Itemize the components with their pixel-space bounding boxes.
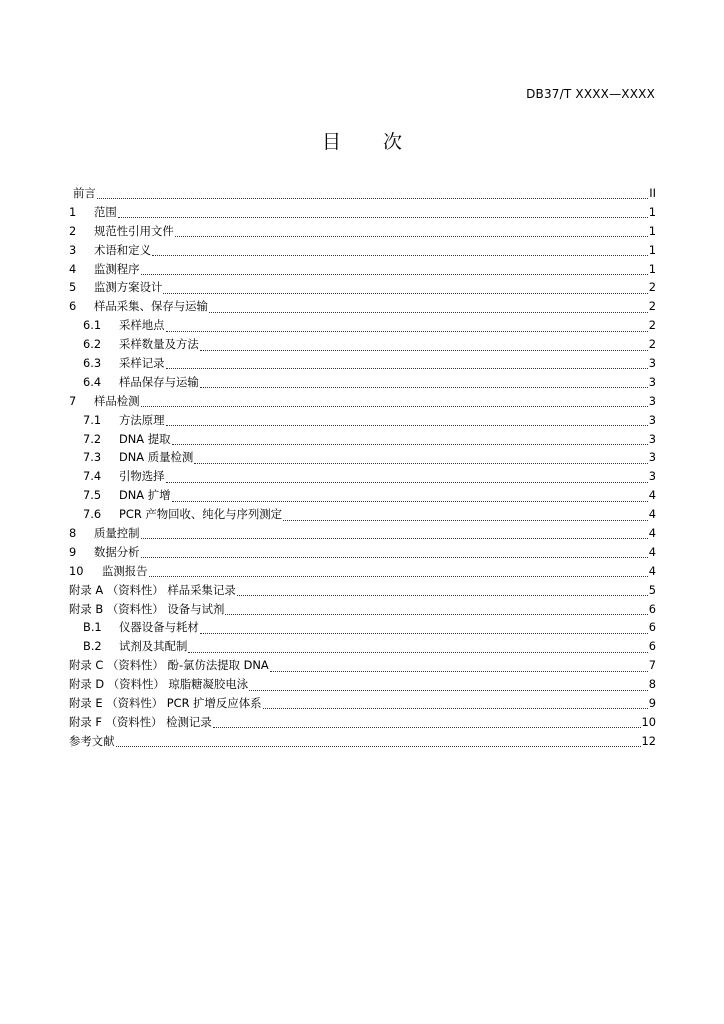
toc-entry-number: 6	[69, 299, 77, 314]
toc-entry-number: 6.4	[83, 374, 102, 389]
toc-entry-label: 监测方案设计	[94, 280, 163, 295]
dot-leader	[118, 206, 648, 218]
toc-entry[interactable]	[69, 600, 656, 619]
toc-entry[interactable]	[69, 392, 656, 411]
dot-leader	[166, 414, 648, 426]
toc-entry[interactable]	[69, 656, 656, 675]
dot-leader	[188, 641, 647, 653]
toc-entry-number: 7.2	[83, 431, 102, 446]
dot-leader	[141, 546, 648, 558]
toc-entry-label: 数据分析	[94, 544, 140, 559]
toc-entry-label: 采样记录	[119, 356, 165, 371]
toc-entry-page: 4	[648, 544, 656, 559]
toc-entry-page: 9	[648, 696, 656, 711]
toc-entry[interactable]	[69, 618, 656, 637]
toc-entry[interactable]	[69, 524, 656, 543]
toc-entry-page: 5	[648, 582, 656, 597]
dot-leader	[270, 660, 648, 672]
dot-leader	[225, 603, 647, 615]
toc-entry-label: 样品保存与运输	[119, 374, 199, 389]
toc-entry-label: 监测报告	[102, 563, 148, 578]
toc-entry-page: 4	[648, 526, 656, 541]
toc-entry[interactable]	[69, 203, 656, 222]
table-of-contents	[69, 184, 656, 751]
toc-entry[interactable]	[69, 430, 656, 449]
toc-entry-number: 10	[69, 563, 84, 578]
toc-entry-number: 6.1	[83, 318, 102, 333]
toc-entry-page: 12	[641, 733, 656, 748]
toc-entry-page: 10	[641, 714, 656, 729]
toc-entry-page: 3	[648, 469, 656, 484]
toc-entry[interactable]	[69, 335, 656, 354]
toc-entry-page: II	[649, 186, 656, 200]
toc-entry-number: 1	[69, 204, 77, 219]
toc-entry-label: 范围	[94, 204, 117, 219]
dot-leader	[194, 452, 647, 464]
toc-entry-page: 3	[648, 393, 656, 408]
dot-leader	[141, 395, 648, 407]
toc-entry-label: 样品采集、保存与运输	[94, 299, 208, 314]
dot-leader	[166, 471, 648, 483]
toc-entry-label: 方法原理	[119, 412, 165, 427]
toc-entry[interactable]	[69, 562, 656, 581]
toc-entry-label: 采样数量及方法	[119, 337, 199, 352]
toc-entry-page: 1	[648, 261, 656, 276]
toc-entry-label: 样品检测	[94, 393, 140, 408]
dot-leader	[209, 301, 648, 313]
dot-leader	[249, 679, 648, 691]
dot-leader	[141, 263, 648, 275]
toc-entry-page: 3	[648, 374, 656, 389]
toc-entry-label: 前言	[73, 186, 96, 200]
toc-entry[interactable]	[69, 581, 656, 600]
toc-entry-page: 6	[648, 620, 656, 635]
dot-leader	[163, 282, 647, 294]
toc-entry[interactable]	[69, 732, 656, 751]
dot-leader	[166, 357, 648, 369]
dot-leader	[116, 735, 641, 747]
toc-entry-label: 参考文献	[69, 733, 115, 748]
toc-entry-page: 4	[648, 488, 656, 503]
toc-entry-page: 1	[648, 242, 656, 257]
toc-entry-page: 6	[648, 639, 656, 654]
toc-entry-page: 2	[648, 280, 656, 295]
toc-entry-label: DNA 提取	[119, 431, 171, 446]
toc-entry-page: 1	[648, 223, 656, 238]
toc-entry-number: B.2	[83, 639, 102, 654]
toc-entry[interactable]	[69, 411, 656, 430]
toc-entry-number: 7.5	[83, 488, 102, 503]
toc-entry-page: 2	[648, 337, 656, 352]
toc-entry-label: 仪器设备与耗材	[119, 620, 199, 635]
toc-entry-number: 7.1	[83, 412, 102, 427]
dot-leader	[149, 565, 648, 577]
toc-entry-number: 2	[69, 223, 77, 238]
toc-entry-label: 质量控制	[94, 526, 140, 541]
toc-entry-number: 7.3	[83, 450, 102, 465]
dot-leader	[200, 376, 648, 388]
toc-entry[interactable]	[69, 448, 656, 467]
toc-entry-label: 附录 D （资料性） 琼脂糖凝胶电泳	[69, 677, 249, 692]
toc-entry-page: 2	[648, 318, 656, 333]
toc-entry-page: 4	[648, 507, 656, 522]
toc-entry-label: 附录 E （资料性） PCR 扩增反应体系	[69, 696, 262, 711]
toc-entry-page: 4	[648, 563, 656, 578]
toc-entry-page: 3	[648, 450, 656, 465]
dot-leader	[152, 244, 648, 256]
dot-leader	[97, 187, 648, 199]
toc-entry-label: PCR 产物回收、纯化与序列测定	[119, 507, 283, 522]
toc-entry[interactable]	[69, 184, 656, 203]
toc-entry[interactable]	[69, 373, 656, 392]
dot-leader	[200, 622, 648, 634]
toc-entry[interactable]	[69, 316, 656, 335]
toc-entry-number: 9	[69, 544, 77, 559]
dot-leader	[213, 716, 641, 728]
toc-entry[interactable]	[69, 694, 656, 713]
toc-entry[interactable]	[69, 260, 656, 279]
toc-entry-number: 6.2	[83, 337, 102, 352]
toc-entry[interactable]	[69, 486, 656, 505]
toc-entry-page: 3	[648, 412, 656, 427]
toc-entry-page: 1	[648, 204, 656, 219]
toc-entry-page: 2	[648, 299, 656, 314]
dot-leader	[172, 433, 648, 445]
toc-title: 目 次	[321, 131, 421, 153]
toc-entry-page: 8	[648, 677, 656, 692]
toc-entry-number: B.1	[83, 620, 102, 635]
dot-leader	[237, 584, 648, 596]
toc-entry[interactable]	[69, 637, 656, 656]
toc-entry[interactable]	[69, 675, 656, 694]
toc-entry-label: 术语和定义	[94, 242, 151, 257]
toc-entry-label: DNA 扩增	[119, 488, 171, 503]
toc-entry-label: 监测程序	[94, 261, 140, 276]
toc-entry-page: 3	[648, 356, 656, 371]
toc-entry[interactable]	[69, 505, 656, 524]
dot-leader	[172, 490, 648, 502]
toc-entry-label: 采样地点	[119, 318, 165, 333]
toc-entry-label: 附录 B （资料性） 设备与试剂	[69, 601, 225, 616]
toc-entry-page: 7	[648, 658, 656, 673]
toc-entry-number: 6.3	[83, 356, 102, 371]
dot-leader	[200, 339, 648, 351]
dot-leader	[166, 320, 648, 332]
toc-entry-number: 3	[69, 242, 77, 257]
toc-entry-label: 附录 C （资料性） 酚-氯仿法提取 DNA	[69, 658, 269, 673]
toc-entry-page: 3	[648, 431, 656, 446]
toc-entry-label: 规范性引用文件	[94, 223, 174, 238]
toc-entry[interactable]	[69, 278, 656, 297]
dot-leader	[141, 527, 648, 539]
toc-entry-label: DNA 质量检测	[119, 450, 194, 465]
toc-entry[interactable]	[69, 543, 656, 562]
toc-entry-label: 附录 F （资料性） 检测记录	[69, 714, 212, 729]
toc-entry-number: 7	[69, 393, 77, 408]
toc-entry-page: 6	[648, 601, 656, 616]
toc-entry[interactable]	[69, 467, 656, 486]
document-code: DB37/T XXXX—XXXX	[526, 87, 655, 101]
toc-entry[interactable]	[69, 241, 656, 260]
toc-entry[interactable]	[69, 354, 656, 373]
toc-entry-label: 附录 A （资料性） 样品采集记录	[69, 582, 236, 597]
toc-entry[interactable]	[69, 297, 656, 316]
toc-entry-number: 8	[69, 526, 77, 541]
toc-entry[interactable]	[69, 222, 656, 241]
dot-leader	[175, 225, 648, 237]
toc-entry-number: 7.4	[83, 469, 102, 484]
dot-leader	[283, 509, 648, 521]
toc-entry-number: 4	[69, 261, 77, 276]
toc-entry-number: 7.6	[83, 507, 102, 522]
toc-entry-label: 试剂及其配制	[119, 639, 188, 654]
toc-entry-label: 引物选择	[119, 469, 165, 484]
dot-leader	[263, 697, 648, 709]
toc-entry-number: 5	[69, 280, 77, 295]
toc-entry[interactable]	[69, 713, 656, 732]
